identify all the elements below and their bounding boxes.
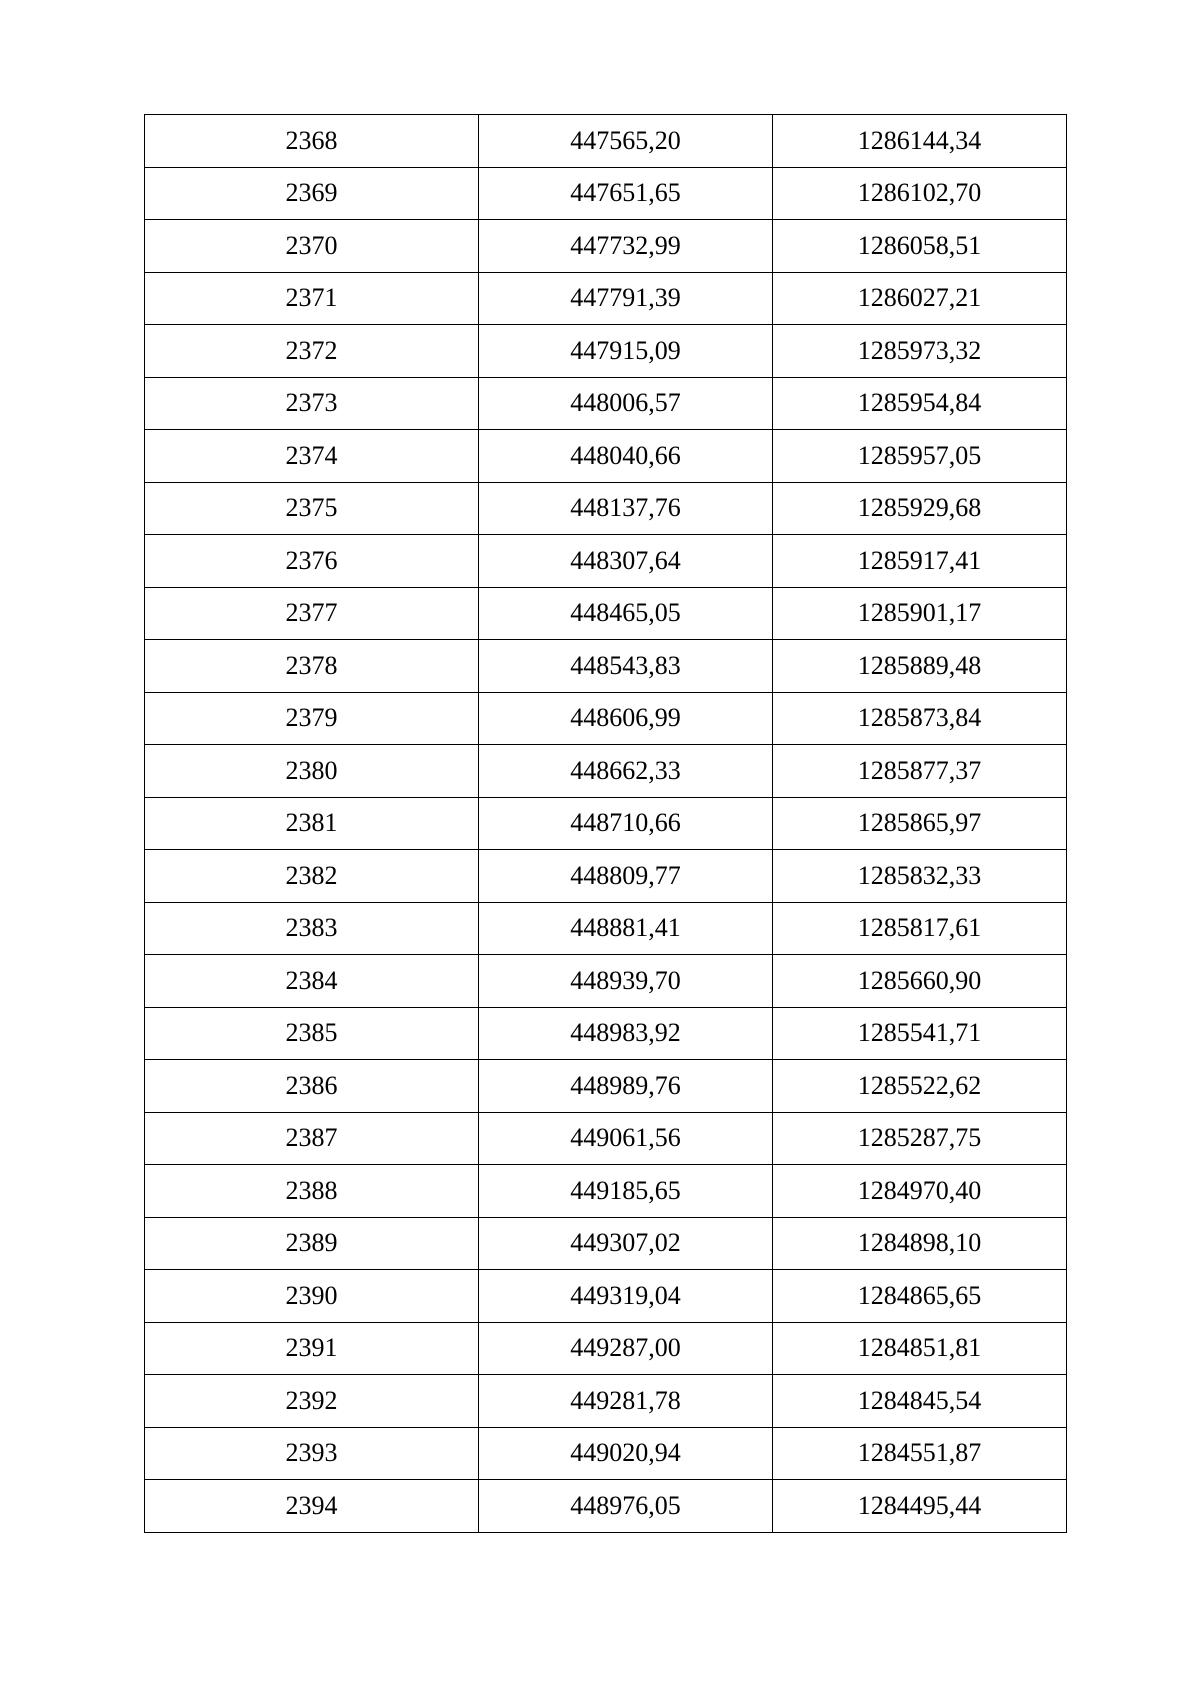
point-number-cell: 2375	[145, 482, 479, 535]
point-number-cell: 2371	[145, 272, 479, 325]
point-number-cell: 2377	[145, 587, 479, 640]
x-coordinate-cell: 449287,00	[479, 1322, 773, 1375]
y-coordinate-cell: 1286058,51	[773, 220, 1067, 273]
coordinates-table-body	[145, 115, 1067, 1533]
table-row	[145, 272, 1067, 325]
y-coordinate-cell: 1285832,33	[773, 850, 1067, 903]
x-coordinate-cell: 448543,83	[479, 640, 773, 693]
y-coordinate-cell: 1284551,87	[773, 1427, 1067, 1480]
table-row	[145, 1112, 1067, 1165]
x-coordinate-cell: 448976,05	[479, 1480, 773, 1533]
y-coordinate-cell: 1284845,54	[773, 1375, 1067, 1428]
y-coordinate-cell: 1285522,62	[773, 1060, 1067, 1113]
point-number-cell: 2381	[145, 797, 479, 850]
table-row	[145, 167, 1067, 220]
point-number-cell: 2385	[145, 1007, 479, 1060]
x-coordinate-cell: 448989,76	[479, 1060, 773, 1113]
y-coordinate-cell: 1285541,71	[773, 1007, 1067, 1060]
table-row	[145, 1217, 1067, 1270]
x-coordinate-cell: 447791,39	[479, 272, 773, 325]
point-number-cell: 2388	[145, 1165, 479, 1218]
x-coordinate-cell: 448662,33	[479, 745, 773, 798]
point-number-cell: 2387	[145, 1112, 479, 1165]
table-row	[145, 1060, 1067, 1113]
point-number-cell: 2369	[145, 167, 479, 220]
point-number-cell: 2389	[145, 1217, 479, 1270]
point-number-cell: 2379	[145, 692, 479, 745]
table-row	[145, 850, 1067, 903]
y-coordinate-cell: 1285917,41	[773, 535, 1067, 588]
point-number-cell: 2368	[145, 115, 479, 168]
x-coordinate-cell: 448606,99	[479, 692, 773, 745]
y-coordinate-cell: 1286027,21	[773, 272, 1067, 325]
point-number-cell: 2376	[145, 535, 479, 588]
y-coordinate-cell: 1285929,68	[773, 482, 1067, 535]
table-row	[145, 745, 1067, 798]
x-coordinate-cell: 448465,05	[479, 587, 773, 640]
y-coordinate-cell: 1284495,44	[773, 1480, 1067, 1533]
table-row	[145, 955, 1067, 1008]
table-row	[145, 535, 1067, 588]
point-number-cell: 2386	[145, 1060, 479, 1113]
x-coordinate-cell: 448983,92	[479, 1007, 773, 1060]
y-coordinate-cell: 1285287,75	[773, 1112, 1067, 1165]
point-number-cell: 2390	[145, 1270, 479, 1323]
table-row	[145, 587, 1067, 640]
point-number-cell: 2392	[145, 1375, 479, 1428]
y-coordinate-cell: 1285889,48	[773, 640, 1067, 693]
table-row	[145, 692, 1067, 745]
table-row	[145, 220, 1067, 273]
table-row	[145, 115, 1067, 168]
point-number-cell: 2393	[145, 1427, 479, 1480]
table-row	[145, 1165, 1067, 1218]
table-row	[145, 325, 1067, 378]
table-row	[145, 377, 1067, 430]
table-row	[145, 1427, 1067, 1480]
point-number-cell: 2384	[145, 955, 479, 1008]
point-number-cell: 2374	[145, 430, 479, 483]
table-row	[145, 1270, 1067, 1323]
point-number-cell: 2378	[145, 640, 479, 693]
x-coordinate-cell: 448939,70	[479, 955, 773, 1008]
table-row	[145, 797, 1067, 850]
y-coordinate-cell: 1285957,05	[773, 430, 1067, 483]
x-coordinate-cell: 447651,65	[479, 167, 773, 220]
table-row	[145, 430, 1067, 483]
y-coordinate-cell: 1285901,17	[773, 587, 1067, 640]
y-coordinate-cell: 1284865,65	[773, 1270, 1067, 1323]
x-coordinate-cell: 449061,56	[479, 1112, 773, 1165]
point-number-cell: 2391	[145, 1322, 479, 1375]
x-coordinate-cell: 449319,04	[479, 1270, 773, 1323]
x-coordinate-cell: 448006,57	[479, 377, 773, 430]
y-coordinate-cell: 1286144,34	[773, 115, 1067, 168]
point-number-cell: 2370	[145, 220, 479, 273]
y-coordinate-cell: 1285877,37	[773, 745, 1067, 798]
point-number-cell: 2382	[145, 850, 479, 903]
table-row	[145, 1007, 1067, 1060]
x-coordinate-cell: 448710,66	[479, 797, 773, 850]
x-coordinate-cell: 447915,09	[479, 325, 773, 378]
y-coordinate-cell: 1285873,84	[773, 692, 1067, 745]
x-coordinate-cell: 448881,41	[479, 902, 773, 955]
y-coordinate-cell: 1285865,97	[773, 797, 1067, 850]
point-number-cell: 2394	[145, 1480, 479, 1533]
y-coordinate-cell: 1284970,40	[773, 1165, 1067, 1218]
y-coordinate-cell: 1285954,84	[773, 377, 1067, 430]
x-coordinate-cell: 448809,77	[479, 850, 773, 903]
y-coordinate-cell: 1285660,90	[773, 955, 1067, 1008]
y-coordinate-cell: 1284898,10	[773, 1217, 1067, 1270]
y-coordinate-cell: 1284851,81	[773, 1322, 1067, 1375]
y-coordinate-cell: 1285817,61	[773, 902, 1067, 955]
table-row	[145, 1375, 1067, 1428]
x-coordinate-cell: 449185,65	[479, 1165, 773, 1218]
table-row	[145, 902, 1067, 955]
table-row	[145, 1322, 1067, 1375]
point-number-cell: 2372	[145, 325, 479, 378]
y-coordinate-cell: 1286102,70	[773, 167, 1067, 220]
table-row	[145, 482, 1067, 535]
point-number-cell: 2380	[145, 745, 479, 798]
x-coordinate-cell: 448307,64	[479, 535, 773, 588]
point-number-cell: 2373	[145, 377, 479, 430]
x-coordinate-cell: 447732,99	[479, 220, 773, 273]
x-coordinate-cell: 448137,76	[479, 482, 773, 535]
point-number-cell: 2383	[145, 902, 479, 955]
coordinates-table	[144, 114, 1067, 1533]
table-row	[145, 640, 1067, 693]
x-coordinate-cell: 449020,94	[479, 1427, 773, 1480]
x-coordinate-cell: 447565,20	[479, 115, 773, 168]
y-coordinate-cell: 1285973,32	[773, 325, 1067, 378]
x-coordinate-cell: 449307,02	[479, 1217, 773, 1270]
x-coordinate-cell: 448040,66	[479, 430, 773, 483]
x-coordinate-cell: 449281,78	[479, 1375, 773, 1428]
table-row	[145, 1480, 1067, 1533]
